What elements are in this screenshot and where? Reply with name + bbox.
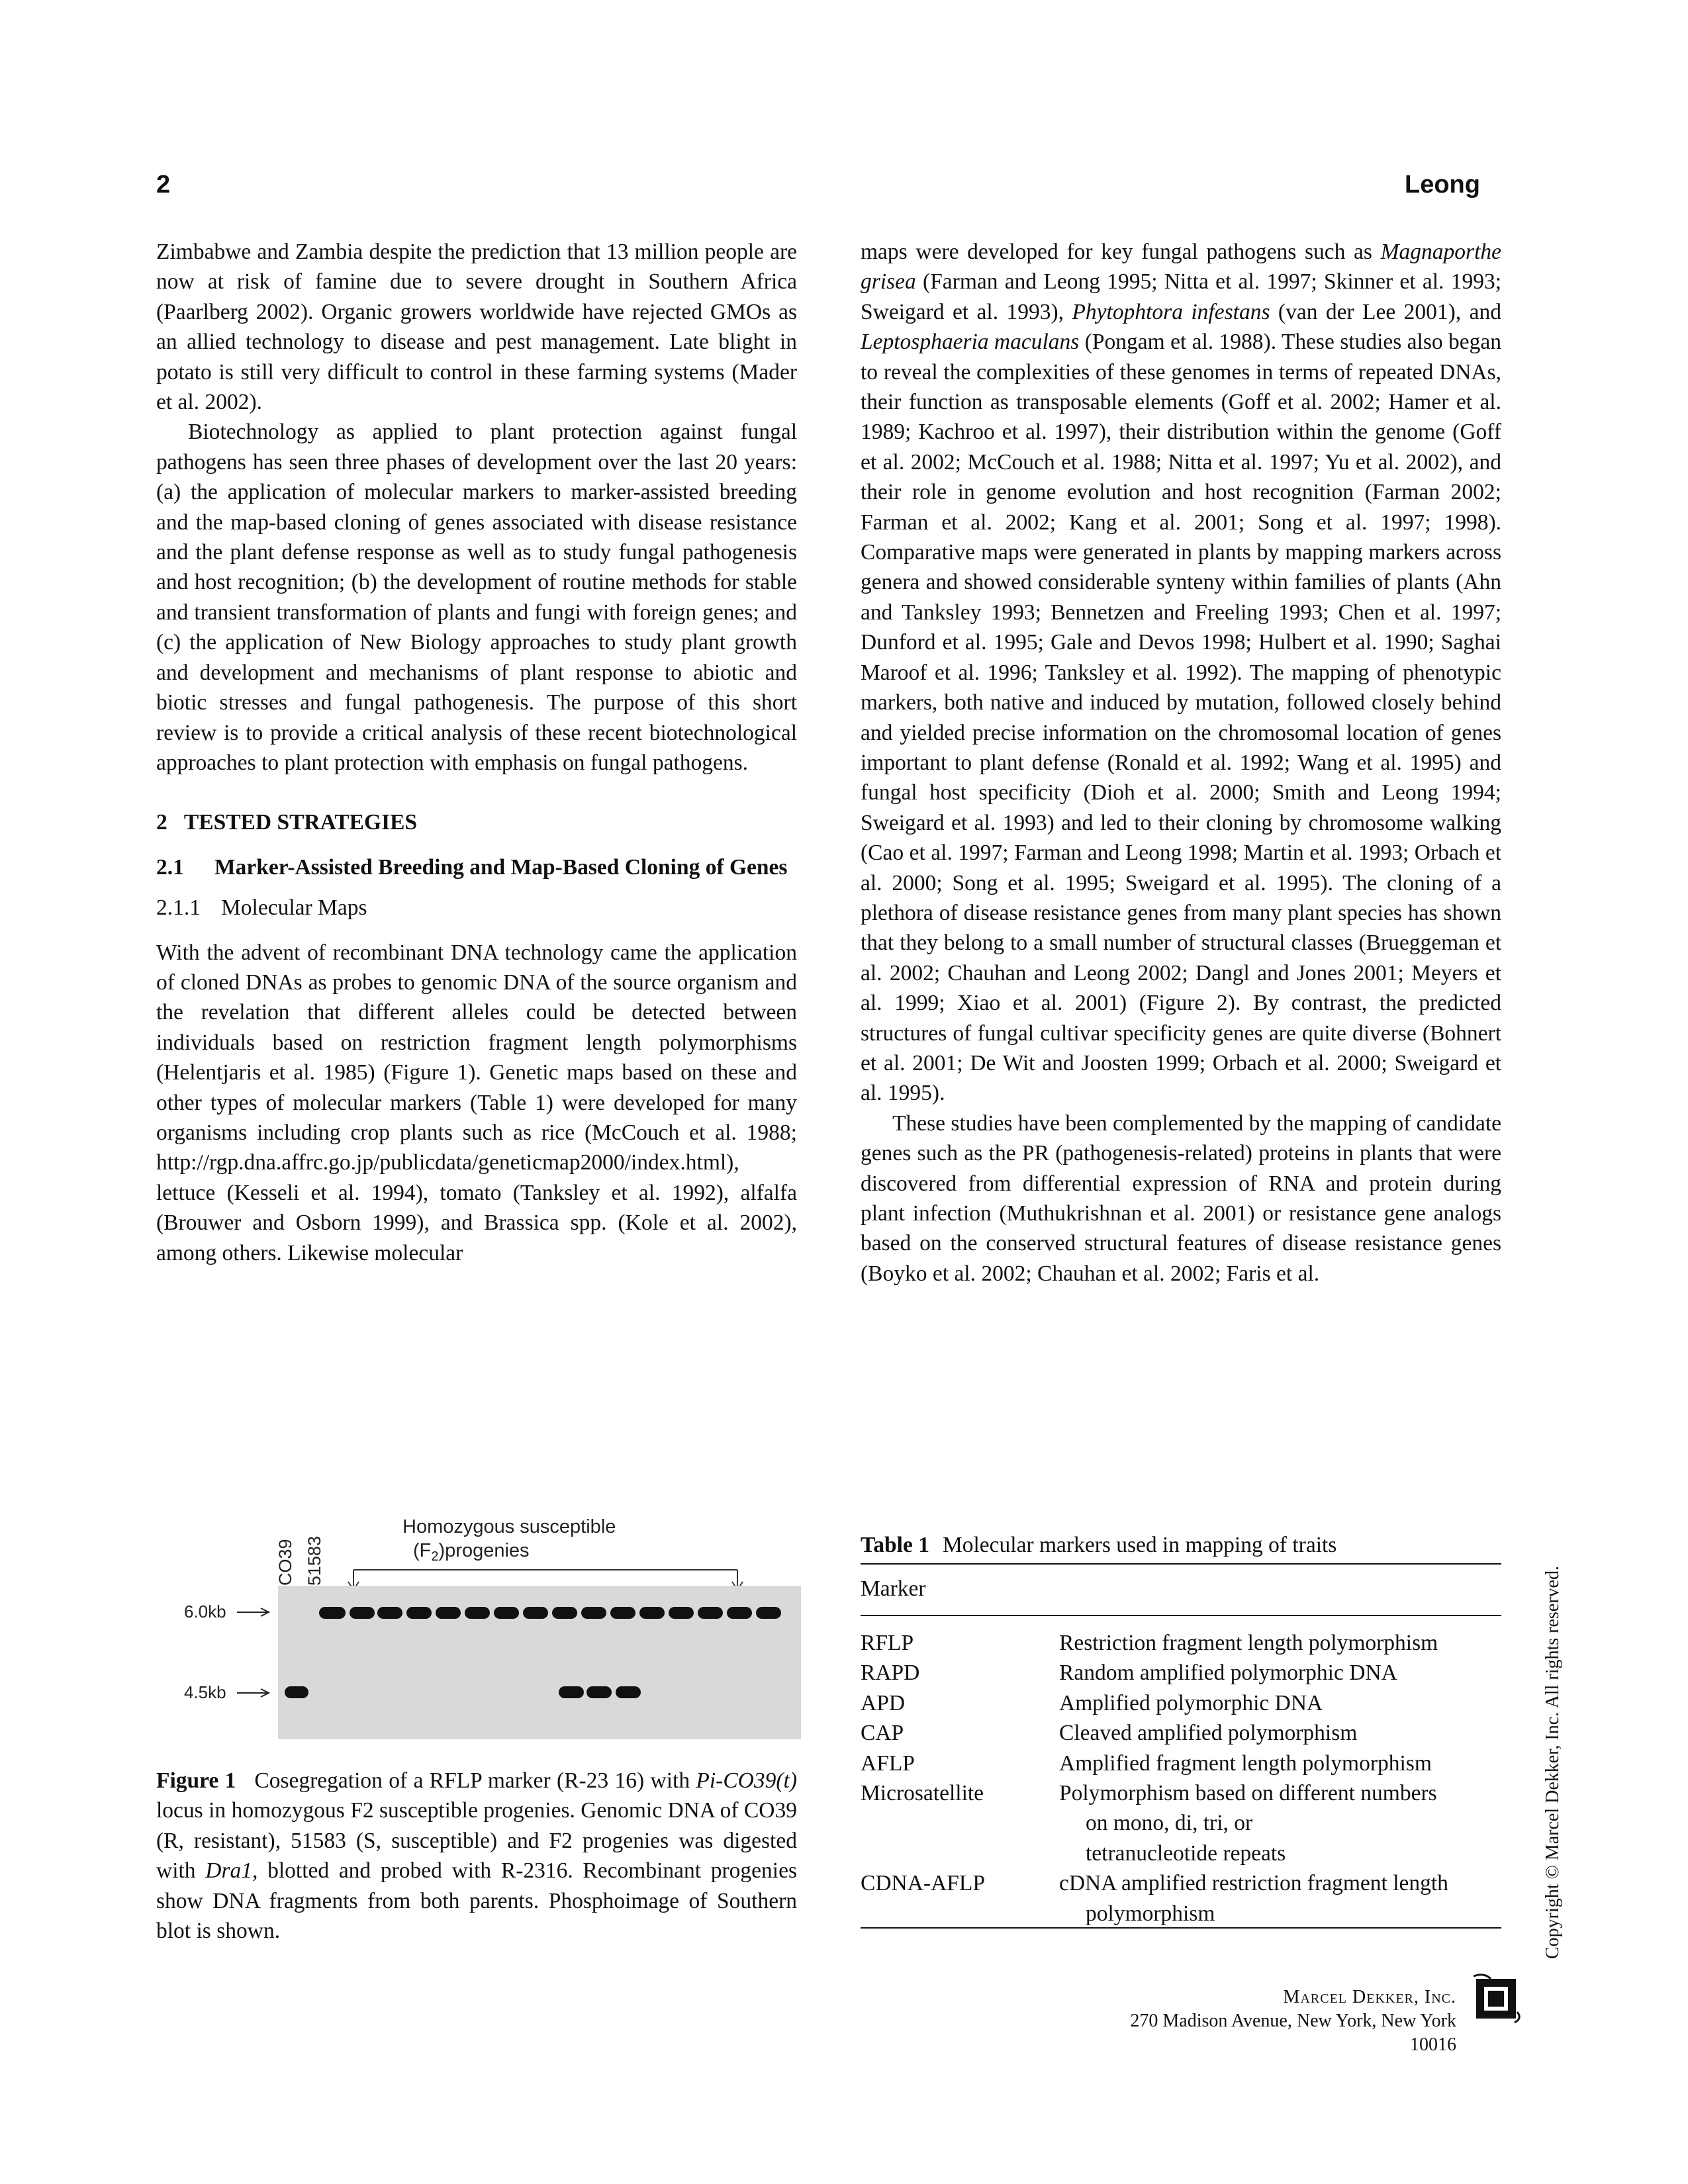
paragraph: These studies have been complemented by the mapping of candidate genes such as the PR (pathogenesis-related) proteins in plants that were discovered from differential expression of RNA and protein during plant infection (Muthukrishnan et al. 2001) or resistance gene analogs based on the conserved structural features of disease resistance genes (Boyko et al. 2002; Chauhan et al. 2002; Faris et al. [861, 1111, 1502, 1286]
page-number: 2 [156, 171, 171, 199]
blot-band [616, 1686, 641, 1698]
blot-band [581, 1607, 606, 1619]
figure-header-line2: $(F_2)progenies$ [413, 1540, 530, 1564]
paragraph: Zimbabwe and Zambia despite the prediction that 13 million people are now at risk of famine due to severe drought in Southern Africa (Paarlberg 2002). Organic growers worldwide have rejected GMOs as an allied technology to disease and pest management. Late blight in potato is still very difficult to control in these farming systems (Mader et al. 2002). [156, 240, 797, 415]
table-header-marker: Marker [861, 1576, 926, 1601]
table-body [861, 1628, 1501, 1929]
table-row: AFLP Amplified fragment length polymorphism [861, 1751, 1432, 1776]
running-head: Leong [1405, 171, 1480, 199]
blot-band [350, 1607, 375, 1619]
blot-band [639, 1607, 665, 1619]
publisher-logo-icon [1471, 1972, 1524, 2025]
figure-1-caption: Figure 1 Cosegregation of a RFLP marker (R-23 16) with Pi-CO39(t) locus in homozygous F2 susceptible progenies. Genomic DNA of CO39 (R, resistant), 51583 (S, susceptible) and F2 progenies was digested with Dra1, blotted and probed with R-2316. Recombinant progenies show DNA fragments from both parents. Phosphoimage of Southern blot is shown. [156, 1768, 797, 1944]
paragraph: maps were developed for key fungal pathogens such as Magnaporthe grisea (Farman and Leong 1995; Nitta et al. 1997; Skinner et al. 1993; Sweigard et al. 1993), Phytophtora infestans (van der Lee 2001), and Leptosphaeria maculans (Pongam et al. 1988). These studies also began to reveal the complexities of these genomes in terms of repeated DNAs, their function as transposable elements (Goff et al. 2002; Hamer et al. 1989; Kachroo et al. 1997), their distribution within the genome (Goff et al. 2002; McCouch et al. 1988; Nitta et al. 1997; Yu et al. 2002), and their role in genome evolution and host recognition (Farman 2002; Farman et al. 2002; Kang et al. 2001; Song et al. 1997; 1998). Comparative maps were generated in plants by mapping markers across genera and showed considerable synteny within families of plants (Ahn and Tanksley 1993; Bennetzen and Freeling 1993; Chen et al. 1997; Dunford et al. 1995; Gale and Devos 1998; Hulbert et al. 1990; Saghai Maroof et al. 1996; Tanksley et al. 1992). The mapping of phenotypic markers, both native and induced by mutation, followed closely behind and yielded precise information on the chromosomal location of genes important to plant defense (Ronald et al. 1992; Wang et al. 1995) and fungal host specificity (Dioh et al. 2000; Smith and Leong 1994; Sweigard et al. 1993) and led to their cloning by chromosome walking (Cao et al. 1997; Farman and Leong 1998; Martin et al. 1993; Orbach et al. 2000; Song et al. 1995; Sweigard et al. 1995). The cloning of a plethora of disease resistance genes from many plant species has shown that they belong to a small number of structural classes (Brueggeman et al. 2002; Chauhan and Leong 2002; Dangl and Jones 2001; Meyers et al. 1999; Xiao et al. 2001) (Figure 2). By contrast, the predicted structures of fungal cultivar specificity genes are quite diverse (Bohnert et al. 2001; De Wit and Joosten 1999; Orbach et al. 2000; Sweigard et al. 1995). [861, 240, 1501, 1106]
lane-label-co39: CO39 [275, 1539, 295, 1586]
table-rule-top [861, 1563, 1501, 1565]
lane-label-51583: 51583 [305, 1535, 324, 1586]
left-column [156, 237, 797, 1268]
marker-arrow-icon [237, 1689, 269, 1697]
table-row: CAP Cleaved amplified polymorphism [861, 1721, 1358, 1746]
marker-label-6kb: 6.0kb [184, 1602, 226, 1621]
blot-band [610, 1607, 635, 1619]
table-title: Table 1 Molecular markers used in mapping of traits [861, 1533, 1337, 1557]
paragraph: With the advent of recombinant DNA technology came the application of cloned DNAs as probes to genomic DNA of the source organism and the revelation that different alleles could be detected between individuals based on restriction fragment length polymorphisms (Helentjaris et al. 1985) (Figure 1). Genetic maps based on these and other types of molecular markers (Table 1) were developed for many organisms including crop plants such as rice (McCouch et al. 1988; http://rgp.dna.affrc.go.jp/publicdata/geneticmap2000/index.html), lettuce (Kesseli et al. 1994), tomato (Tanksley et al. 1992), alfalfa (Brouwer and Osborn 1999), and Brassica spp. (Kole et al. 2002), among others. Likewise molecular [156, 940, 797, 1265]
blot-band [559, 1686, 584, 1698]
figure-label: Figure 1 [156, 1768, 236, 1793]
table-rule-bottom [861, 1927, 1501, 1929]
section-heading: 2 TESTED STRATEGIES [156, 810, 418, 835]
blot-band [494, 1607, 519, 1619]
blot-band [552, 1607, 577, 1619]
blot-band [436, 1607, 461, 1619]
marker-arrow-icon [237, 1608, 269, 1616]
table-rule-mid [861, 1615, 1501, 1616]
copyright-notice: Copyright © Marcel Dekker, Inc. All rights reserved. [1542, 1566, 1563, 1959]
blot-band [406, 1607, 432, 1619]
blot-band [756, 1607, 781, 1619]
southern-blot-image [278, 1586, 801, 1739]
blot-band [698, 1607, 723, 1619]
subsubsection-heading: 2.1.1 Molecular Maps [156, 895, 367, 921]
blot-band [523, 1607, 548, 1619]
blot-band [285, 1686, 308, 1698]
figure-header-line1: Homozygous susceptible [402, 1516, 616, 1537]
progeny-bracket [353, 1570, 737, 1587]
blot-band [727, 1607, 752, 1619]
blot-band [465, 1607, 490, 1619]
publisher-address: 270 Madison Avenue, New York, New York 10016 [1130, 2011, 1456, 2055]
subsection-heading: 2.1 Marker-Assisted Breeding and Map-Based Cloning of Genes [156, 854, 788, 880]
publisher-block [1099, 1985, 1456, 2057]
table-row: RAPD Random amplified polymorphic DNA [861, 1661, 1397, 1686]
table-row: RFLP Restriction fragment length polymorphism [861, 1631, 1438, 1655]
table-row: APD Amplified polymorphic DNA [861, 1690, 1323, 1715]
marker-label-4-5kb: 4.5kb [184, 1682, 226, 1702]
publisher-name: Marcel Dekker, Inc. [1283, 1987, 1456, 2007]
figure-1 [162, 1508, 810, 1752]
blot-band [586, 1686, 612, 1698]
table-row: CDNA-AFLP cDNA amplified restriction fragment length polymorphism [861, 1871, 1448, 1926]
paragraph: Biotechnology as applied to plant protection against fungal pathogens has seen three phases of development over the last 20 years: (a) the application of molecular markers to marker-assisted breeding and the map-based cloning of genes associated with disease resistance and the plant defense response as well as to study fungal pathogenesis and host recognition; (b) the development of routine methods for stable and transient transformation of plants and fungi with foreign genes; and (c) the application of New Biology approaches to study plant growth and development and mechanisms of plant response to abiotic and biotic stresses and fungal pathogenesis. The purpose of this short review is to provide a critical analysis of these recent biotechnological approaches to plant protection with emphasis on fungal pathogens. [156, 420, 797, 775]
right-column [861, 237, 1501, 1289]
blot-band [319, 1607, 346, 1619]
blot-band [377, 1607, 402, 1619]
table-row: Microsatellite Polymorphism based on different numbers on mono, di, tri, or tetranucleotide repeats [861, 1781, 1437, 1866]
blot-band [669, 1607, 694, 1619]
